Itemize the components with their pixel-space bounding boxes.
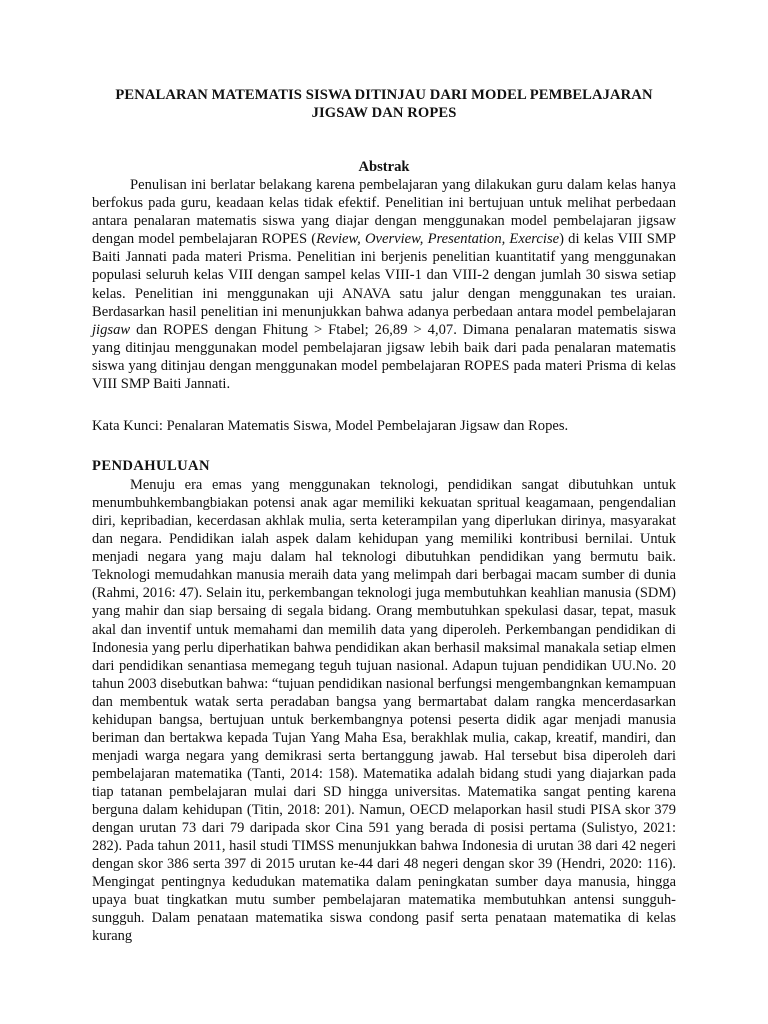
keywords: Kata Kunci: Penalaran Matematis Siswa, Model Pembelajaran Jigsaw dan Ropes. <box>92 418 569 435</box>
document-page <box>92 86 676 945</box>
abstract-italic-jigsaw: jigsaw <box>92 321 131 338</box>
abstract-text-part-1: Penulisan ini berlatar belakang karena pembelajaran yang dilakukan guru dalam kelas hanya berfokus pada guru, keadaan kelas tidak efektif. Penelitian ini bertujuan untuk melihat perbedaan antara penalaran matematis siswa yang diajar dengan menggunakan model pembelajaran jigsaw dengan model pembelajaran ROPES ( <box>92 177 676 248</box>
section-heading-introduction: PENDAHULUAN <box>92 458 210 475</box>
abstract-italic-ropes: Review, Overview, Presentation, Exercise <box>316 231 560 248</box>
abstract-paragraph <box>92 176 676 393</box>
abstract-heading: Abstrak <box>358 159 410 175</box>
abstract-text-part-2: ) di kelas VIII SMP Baiti Jannati pada materi Prisma. Penelitian ini berjenis penelitian kuantitatif yang menggunakan populasi seluruh kelas VIII dengan sampel kelas VIII-1 dan VIII-2 dengan jumlah 30 siswa setiap kelas. Penelitian ini menggunakan uji ANAVA satu jalur dengan menggunakan tes uraian. Berdasarkan hasil penelitian ini menunjukkan bahwa adanya perbedaan antara model pembelajaran <box>92 231 677 320</box>
abstract-text-part-3: dan ROPES dengan Fhitung > Ftabel; 26,89 > 4,07. Dimana penalaran matematis siswa yang ditinjau menggunakan model pembelajaran jigsaw lebih baik dari pada penalaran matematis siswa yang ditinjau dengan menggunakan model pembelajaran ROPES pada materi Prisma di kelas VIII SMP Baiti Jannati. <box>92 321 676 393</box>
paper-title: PENALARAN MATEMATIS SISWA DITINJAU DARI MODEL PEMBELAJARAN JIGSAW DAN ROPES <box>115 87 653 121</box>
introduction-paragraph: Menuju era emas yang menggunakan teknologi, pendidikan sangat dibutuhkan untuk menumbuhkembangbiakan potensi anak agar memiliki kekuatan spritual keagamaan, pengendalian diri, kepribadian, kecerdasan akhlak mulia, serta keterampilan yang diperlukan dirinya, masyarakat dan negara. Pendidikan ialah aspek dalam kehidupan yang memiliki kontribusi bernilai. Untuk menjadi negara yang maju dalam hal teknologi dibutuhkan pendidikan yang bermutu baik. Teknologi memudahkan manusia meraih data yang melimpah dari berbagai macam sumber di dunia (Rahmi, 2016: 47). Selain itu, perkembangan teknologi juga membutuhkan keahlian manusia (SDM) yang mahir dan siap bersaing di segala bidang. Orang membutuhkan spekulasi dasar, tepat, masuk akal dan inventif untuk memahami dan memilih data yang diperoleh. Perkembangan pendidikan di Indonesia yang perlu diperhatikan bahwa pendidikan akan berhasil maksimal manakala setiap elmen dari pendidikan senantiasa memegang teguh tujuan nasional. Adapun tujuan pendidikan UU.No. 20 tahun 2003 disebutkan bahwa: “tujuan pendidikan nasional berfungsi mengembangnkan kemampuan dan membentuk watak serta peradaban bangsa yang bermartabat dalam rangka mencerdasarkan kehidupan bangsa, bertujuan untuk berkembangnya potensi peserta didik agar menjadi manusia beriman dan bertakwa kepada Tujan Yang Maha Esa, berakhlak mulia, cakap, kreatif, mandiri, dan menjadi warga negara yang demikrasi serta bertanggung jawab. Hal tersebut bisa diperoleh dari pembelajaran matematika (Tanti, 2014: 158). Matematika adalah bidang studi yang diajarkan pada tiap tatanan pembelajaran mulai dari SD hingga universitas. Matematika sangat penting karena berguna dalam kehidupan (Titin, 2018: 201). Namun, OECD melaporkan hasil studi PISA skor 379 dengan urutan 73 dari 79 daripada skor Cina 591 yang berada di posisi pertama (Sulistyo, 2021: 282). Pada tahun 2011, hasil studi TIMSS menunjukkan bahwa Indonesia di urutan 38 dari 42 negeri dengan skor 386 serta 397 di 2015 urutan ke-44 dari 48 negeri dengan skor 39 (Hendri, 2020: 116). Mengingat pentingnya kedudukan matematika dalam peningkatan sumber daya manusia, hingga upaya buat tingkatkan mutu sumber pembelajaran matematika membutuhkan antensi sungguh-sungguh. Dalam penataan matematika siswa condong pasif serta penataan matematika di kelas kurang <box>92 477 676 945</box>
